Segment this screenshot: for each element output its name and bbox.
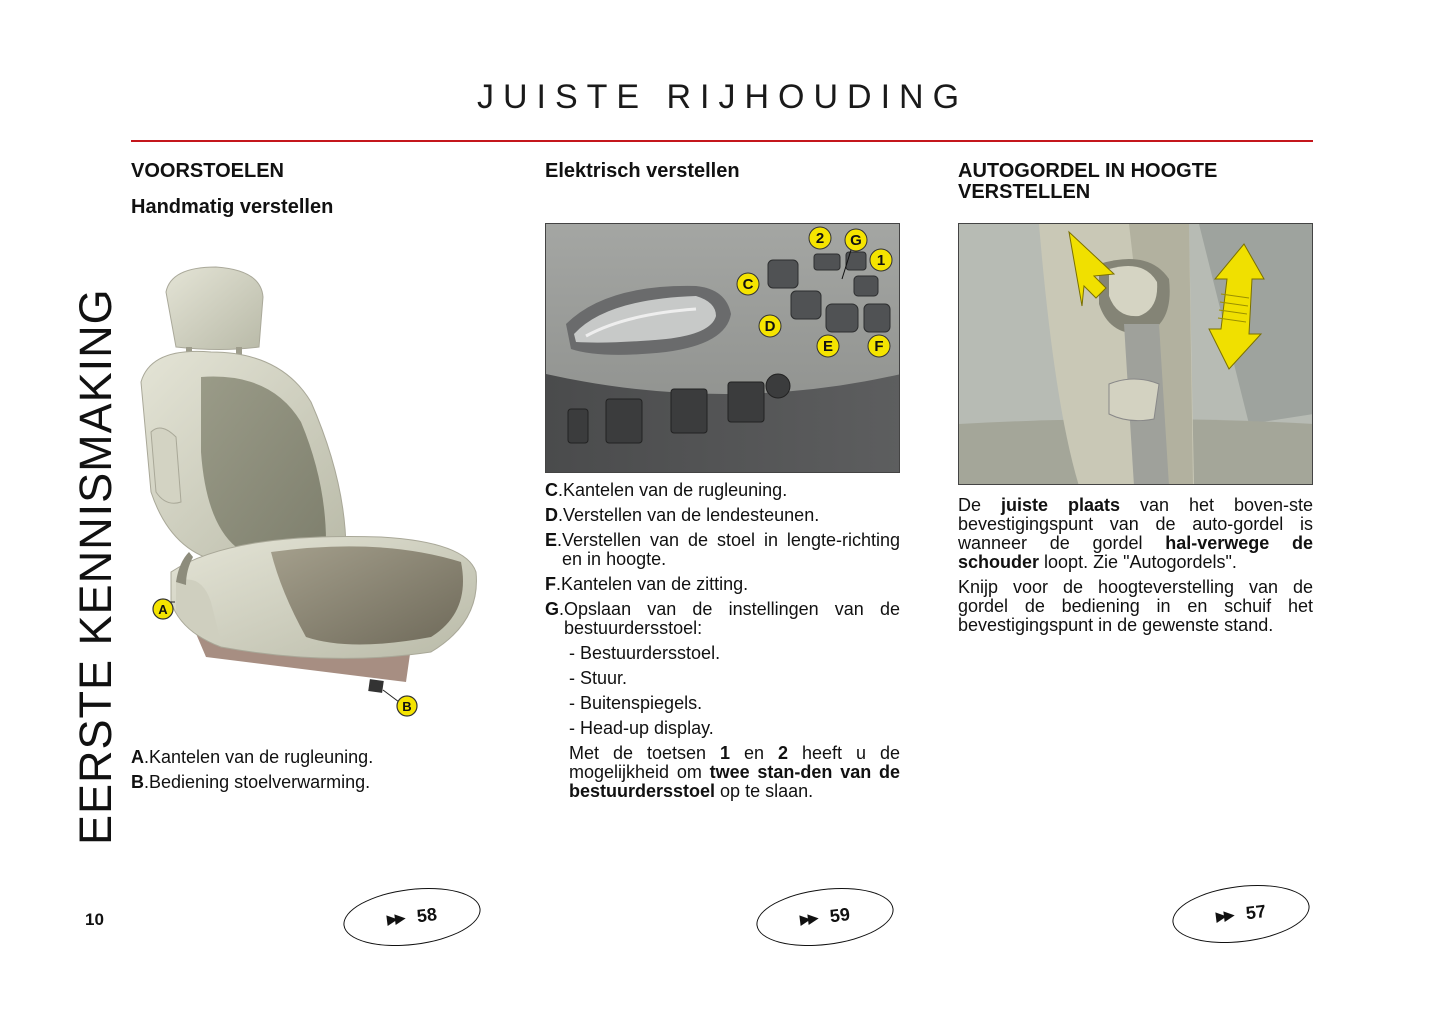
col2-list bbox=[545, 481, 900, 807]
item-key: B bbox=[131, 772, 144, 792]
seat-illustration bbox=[131, 252, 486, 722]
item-key: F bbox=[545, 574, 556, 594]
list-item: F . Kantelen van de zitting. bbox=[545, 575, 900, 594]
item-text: Kantelen van de zitting. bbox=[561, 574, 749, 594]
page-ref-58[interactable]: ▶▶ 58 bbox=[340, 881, 484, 953]
seatbelt-photo bbox=[958, 223, 1313, 485]
list-item: B . Bediening stoelverwarming. bbox=[131, 773, 486, 792]
autogordel-heading: AUTOGORDEL IN HOOGTE VERSTELLEN bbox=[958, 160, 1218, 203]
item-text: Opslaan van de instellingen van de bestuurdersstoel: bbox=[564, 599, 900, 638]
sub-item: - Head-up display. bbox=[569, 718, 714, 738]
list-item: G . Opslaan van de instellingen van de bestuurdersstoel: bbox=[545, 599, 900, 638]
page-title: JUISTE RIJHOUDING bbox=[476, 78, 969, 116]
adjustment-paragraph: Knijp voor de hoogteverstelling van de gordel de bediening in en schuif het bevestigingspunt in de gewenste stand. bbox=[958, 577, 1313, 635]
sub-item: - Stuur. bbox=[569, 668, 628, 688]
sub-item: - Bestuurdersstoel. bbox=[569, 643, 721, 663]
correct-position-paragraph: De juiste plaats van het boven-ste bevestigingspunt van de auto-gordel is wanneer de gordel hal-verwege de schouder loopt. Zie "Autogordels". bbox=[958, 495, 1313, 572]
item-key: G bbox=[545, 599, 560, 619]
item-text: Verstellen van de lendesteunen. bbox=[563, 505, 820, 525]
callout-d: D bbox=[764, 318, 776, 335]
callout-g: G bbox=[850, 232, 862, 249]
callout-b: B bbox=[402, 699, 412, 714]
callout-1: 1 bbox=[876, 252, 886, 269]
title-divider bbox=[131, 140, 1313, 142]
memory-paragraph: Met de toetsen 1 en 2 heeft u de mogelijkheid om twee stan-den van de bestuurdersstoel op te slaan. bbox=[569, 743, 900, 801]
page-ref-59[interactable]: ▶▶ 59 bbox=[753, 881, 897, 953]
sub-item: - Buitenspiegels. bbox=[569, 693, 703, 713]
handmatig-subheading: Handmatig verstellen bbox=[131, 196, 334, 218]
item-key: C bbox=[545, 480, 558, 500]
list-item: E . Verstellen van de stoel in lengte-richting en in hoogte. bbox=[545, 530, 900, 569]
item-key: D bbox=[545, 505, 558, 525]
list-item: C . Kantelen van de rugleuning. bbox=[545, 481, 900, 500]
fast-forward-icon: ▶▶ bbox=[799, 910, 817, 927]
item-text: Bediening stoelverwarming. bbox=[149, 772, 371, 792]
callout-f: F bbox=[874, 338, 884, 355]
page-ref-57[interactable]: ▶▶ 57 bbox=[1169, 878, 1313, 950]
item-text: Verstellen van de stoel in lengte-richting en in hoogte. bbox=[562, 530, 900, 569]
callout-a: A bbox=[158, 602, 168, 617]
voorstoelen-heading: VOORSTOELEN bbox=[131, 160, 284, 182]
elektrisch-heading: Elektrisch verstellen bbox=[545, 160, 740, 182]
item-text: Kantelen van de rugleuning. bbox=[149, 747, 374, 767]
item-key: E bbox=[545, 530, 558, 550]
door-panel-photo bbox=[545, 223, 900, 473]
item-key: A bbox=[131, 747, 144, 767]
item-text: Kantelen van de rugleuning. bbox=[563, 480, 788, 500]
callout-2: 2 bbox=[815, 230, 825, 247]
callout-c: C bbox=[742, 276, 754, 293]
fast-forward-icon: ▶▶ bbox=[386, 910, 404, 927]
fast-forward-icon: ▶▶ bbox=[1215, 907, 1233, 924]
page-number: 10 bbox=[85, 910, 104, 929]
list-item: D . Verstellen van de lendesteunen. bbox=[545, 506, 900, 525]
list-item: A . Kantelen van de rugleuning. bbox=[131, 748, 486, 767]
col1-list bbox=[131, 748, 486, 798]
col3-text bbox=[958, 496, 1313, 641]
callout-e: E bbox=[822, 338, 834, 355]
section-title: EERSTE KENNISMAKING bbox=[70, 288, 121, 845]
